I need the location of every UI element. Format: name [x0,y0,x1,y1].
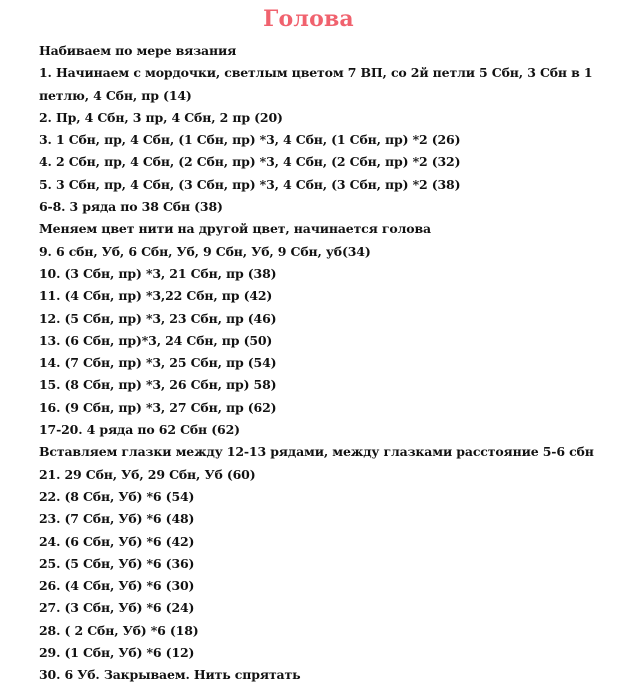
instruction-line: 6-8. 3 ряда по 38 Сбн (38) [39,199,223,215]
instruction-line: 27. (3 Сбн, Уб) *6 (24) [39,600,195,616]
instruction-line: 17-20. 4 ряда по 62 Сбн (62) [39,422,240,438]
instruction-line: 30. 6 Уб. Закрываем. Нить спрятать [39,667,301,683]
instruction-line: 9. 6 сбн, Уб, 6 Сбн, Уб, 9 Сбн, Уб, 9 Сбн, уб(34) [39,243,371,259]
instruction-line: 5. 3 Сбн, пр, 4 Сбн, (3 Сбн, пр) *3, 4 Сбн, (3 Сбн, пр) *2 (38) [39,176,461,192]
instruction-line: 29. (1 Сбн, Уб) *6 (12) [39,645,195,661]
instruction-line: 15. (8 Сбн, пр) *3, 26 Сбн, пр) 58) [39,377,277,393]
instruction-line: 11. (4 Сбн, пр) *3,22 Сбн, пр (42) [39,288,273,304]
instruction-line: 25. (5 Сбн, Уб) *6 (36) [39,555,195,571]
instruction-line: 26. (4 Сбн, Уб) *6 (30) [39,578,195,594]
instruction-line: 21. 29 Сбн, Уб, 29 Сбн, Уб (60) [39,466,256,482]
instruction-line: 22. (8 Сбн, Уб) *6 (54) [39,488,195,504]
instruction-line: 1. Начинаем с мордочки, светлым цветом 7 ВП, со 2й петли 5 Сбн, 3 Сбн в 1 [39,65,593,81]
instruction-list [39,40,609,687]
instruction-line: 14. (7 Сбн, пр) *3, 25 Сбн, пр (54) [39,355,277,371]
instruction-line: 3. 1 Сбн, пр, 4 Сбн, (1 Сбн, пр) *3, 4 Сбн, (1 Сбн, пр) *2 (26) [39,132,461,148]
instruction-line: 28. ( 2 Сбн, Уб) *6 (18) [39,622,199,638]
instruction-line: 16. (9 Сбн, пр) *3, 27 Сбн, пр (62) [39,399,277,415]
page-title: Голова [263,6,354,32]
instruction-line: 24. (6 Сбн, Уб) *6 (42) [39,533,195,549]
instruction-line: 4. 2 Сбн, пр, 4 Сбн, (2 Сбн, пр) *3, 4 Сбн, (2 Сбн, пр) *2 (32) [39,154,461,170]
instruction-line: 10. (3 Сбн, пр) *3, 21 Сбн, пр (38) [39,265,277,281]
instruction-line: 2. Пр, 4 Сбн, 3 пр, 4 Сбн, 2 пр (20) [39,109,283,125]
instruction-line: петлю, 4 Сбн, пр (14) [39,87,192,103]
instruction-line: 12. (5 Сбн, пр) *3, 23 Сбн, пр (46) [39,310,277,326]
instruction-line: 13. (6 Сбн, пр)*3, 24 Сбн, пр (50) [39,332,273,348]
instruction-line: Меняем цвет нити на другой цвет, начинается голова [39,221,431,237]
instruction-line: Набиваем по мере вязания [39,43,237,58]
instruction-line: 23. (7 Сбн, Уб) *6 (48) [39,511,195,527]
instruction-line: Вставляем глазки между 12-13 рядами, между глазками расстояние 5-6 сбн [39,444,594,460]
